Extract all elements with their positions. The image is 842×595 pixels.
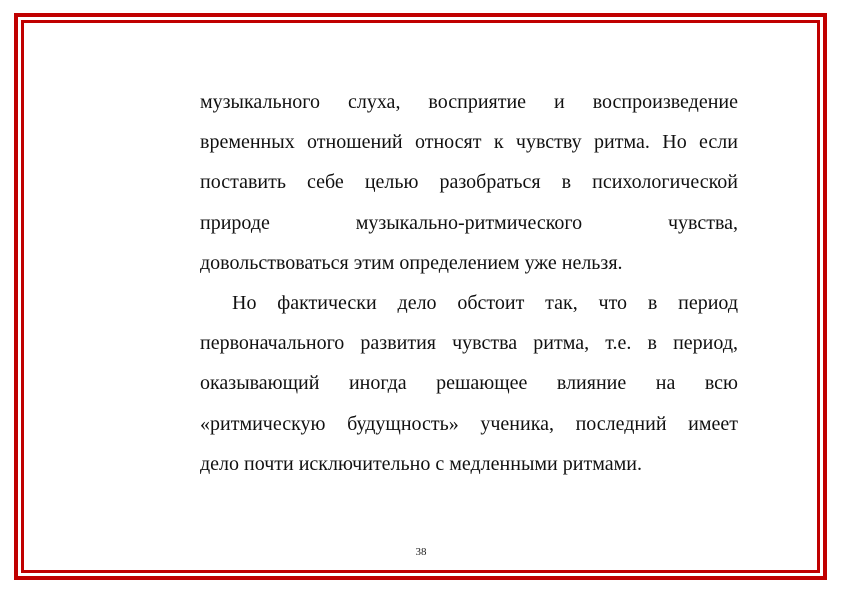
- text-line: временных отношений относят к чувству ритма. Но если: [200, 131, 738, 154]
- text-line: довольствоваться этим определением уже нельзя.: [200, 251, 623, 274]
- page-number: 38: [415, 546, 427, 558]
- text-line: поставить себе целью разобраться в психологической: [200, 171, 738, 194]
- paragraph-first-line: Но фактически дело обстоит так, что в период: [232, 291, 738, 314]
- body-text: [200, 82, 738, 484]
- text-line: оказывающий иногда решающее влияние на всю: [200, 372, 738, 395]
- text-line: дело почти исключительно с медленными ритмами.: [200, 452, 642, 475]
- text-line: «ритмическую будущность» ученика, последний имеет: [200, 412, 738, 435]
- text-line: первоначального развития чувства ритма, т.е. в период,: [200, 332, 738, 355]
- text-line: музыкального слуха, восприятие и воспроизведение: [200, 91, 738, 113]
- text-line: природе музыкально-ритмического чувства,: [200, 211, 738, 234]
